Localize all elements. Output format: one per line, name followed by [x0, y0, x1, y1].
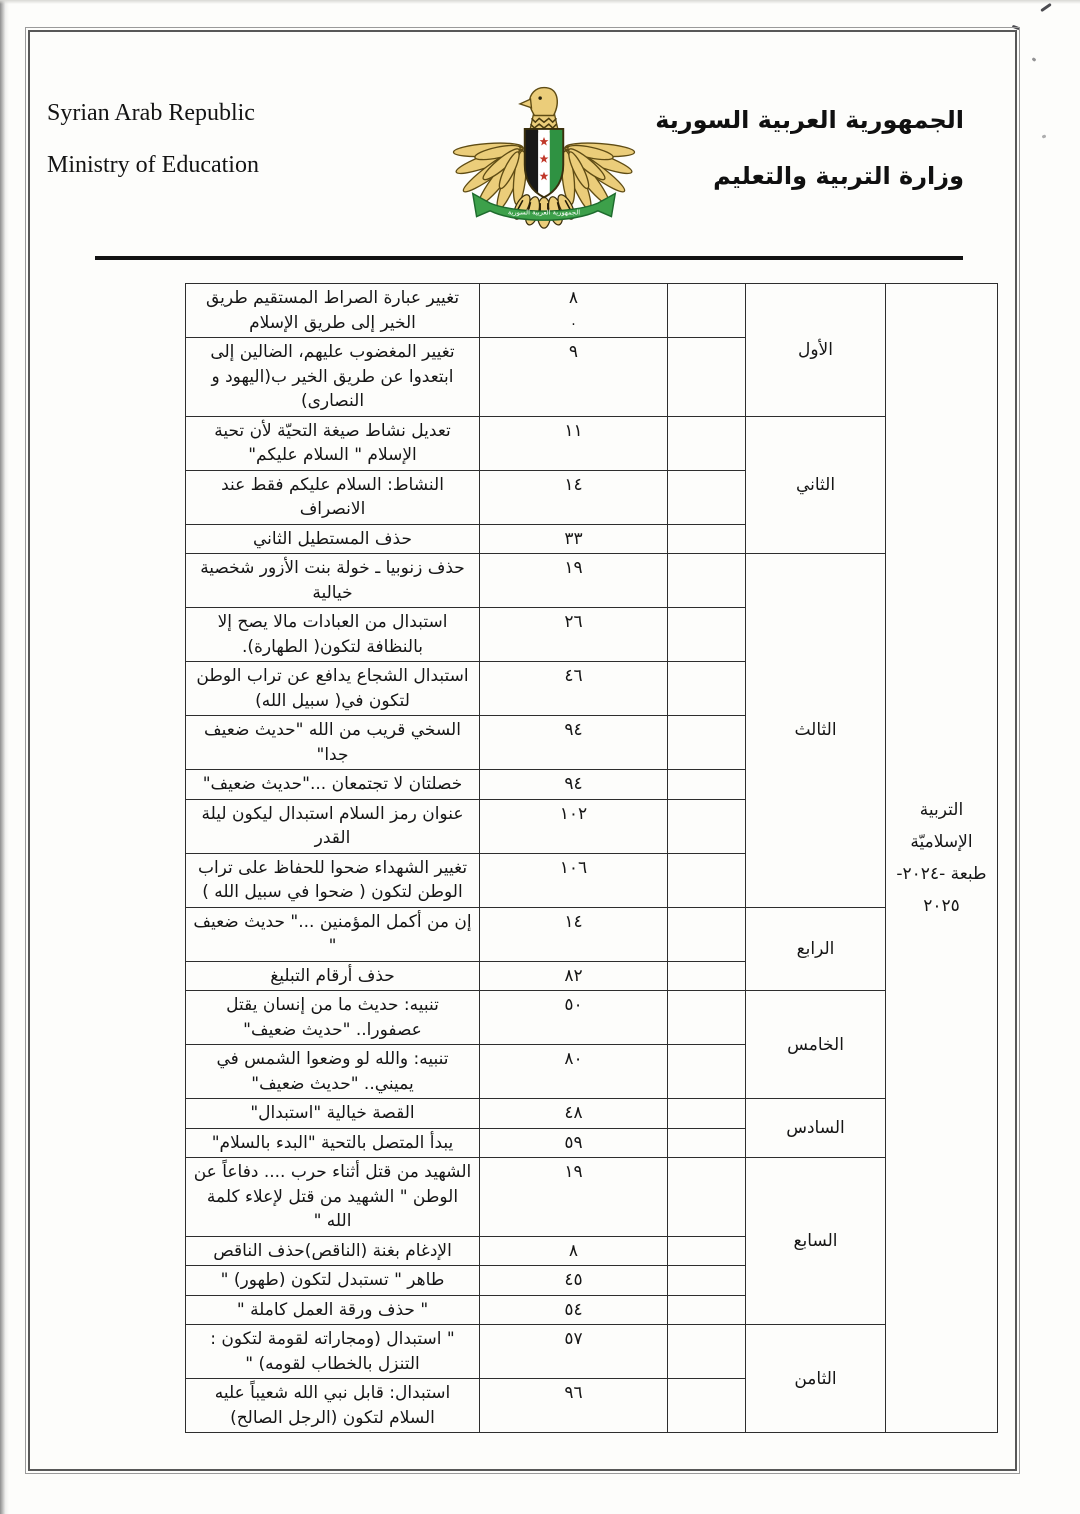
empty-cell — [668, 554, 746, 608]
change-description-cell: استبدال الشجاع يدافع عن تراب الوطن لتكون في( سبيل الله) — [186, 662, 480, 716]
book-title-line: ٢٠٢٥ — [923, 896, 960, 916]
empty-cell — [668, 1045, 746, 1099]
empty-cell — [668, 1295, 746, 1325]
change-description-cell: تنبيه: حديث ما من إنسان يقتل عصفورا.. "حديث ضعيف" — [186, 991, 480, 1045]
header-arabic — [655, 92, 964, 204]
empty-cell — [668, 338, 746, 417]
change-description-cell: تغيير عبارة الصراط المستقيم طريق الخير إلى طريق الإسلام — [186, 284, 480, 338]
empty-cell — [668, 416, 746, 470]
textbook-changes-table — [185, 283, 998, 1433]
table-row — [186, 907, 998, 961]
page-number-cell: ٨ — [480, 1236, 668, 1266]
page-number-cell: ١٠٦ — [480, 853, 668, 907]
header-english-country: Syrian Arab Republic — [47, 100, 255, 126]
empty-cell — [668, 284, 746, 338]
page-number-cell: ٥٤ — [480, 1295, 668, 1325]
page-number-cell: ٩٤ — [480, 770, 668, 800]
change-description-cell: إن من أكمل المؤمنين ..." حديث ضعيف " — [186, 907, 480, 961]
table-row — [186, 554, 998, 608]
pen-mark — [1032, 57, 1037, 62]
change-description-cell: استبدال من العبادات مالا يصح إلا بالنظافة لتكون( الطهارة). — [186, 608, 480, 662]
page-number-cell: ٥٩ — [480, 1128, 668, 1158]
empty-cell — [668, 1128, 746, 1158]
empty-cell — [668, 853, 746, 907]
page-number-cell: ٤٦ — [480, 662, 668, 716]
table-row — [186, 1099, 998, 1129]
unit-cell: السادس — [746, 1099, 886, 1158]
page-number-cell: ٩ — [480, 338, 668, 417]
empty-cell — [668, 1379, 746, 1433]
empty-cell — [668, 991, 746, 1045]
table-row — [186, 1325, 998, 1379]
change-description-cell: حذف أرقام التبليغ — [186, 961, 480, 991]
change-description-cell: حذف زنوبيا ـ خولة بنت الأزور شخصية خيالية — [186, 554, 480, 608]
empty-cell — [668, 770, 746, 800]
empty-cell — [668, 1325, 746, 1379]
page-number-cell: ٨٠ — [480, 1045, 668, 1099]
change-description-cell: خصلتان لا تجتمعان ..."حديث ضعيف" — [186, 770, 480, 800]
book-title-cell — [886, 284, 998, 1433]
page-number-cell: ٤٨ — [480, 1099, 668, 1129]
unit-cell: الخامس — [746, 991, 886, 1099]
page-number-cell: ٥٠ — [480, 991, 668, 1045]
change-description-cell: حذف المستطيل الثاني — [186, 524, 480, 554]
change-description-cell: عنوان رمز السلام استبدال ليكون ليلة القدر — [186, 799, 480, 853]
table-row — [186, 1158, 998, 1237]
change-description-cell: " حذف ورقة العمل كاملة " — [186, 1295, 480, 1325]
book-title-line: التربية — [919, 800, 964, 820]
header-divider-rule — [95, 256, 963, 260]
book-title-line: طبعة -٢٠٢٤- — [896, 864, 987, 884]
unit-cell: الرابع — [746, 907, 886, 991]
change-description-cell: تنبيه: والله لو وضعوا الشمس في يميني.. "حديث ضعيف" — [186, 1045, 480, 1099]
unit-cell: الأول — [746, 284, 886, 417]
change-description-cell: القصة خيالية "استبدال" — [186, 1099, 480, 1129]
change-description-cell: تغيير المغضوب عليهم، الضالين إلى ابتعدوا عن طريق الخير ب(اليهود و النصارى) — [186, 338, 480, 417]
pen-mark — [1042, 134, 1047, 138]
empty-cell — [668, 470, 746, 524]
unit-cell: الثامن — [746, 1325, 886, 1433]
page-number-cell: ٤٥ — [480, 1266, 668, 1296]
table-row — [186, 284, 998, 338]
change-description-cell: الشهيد من قتل أثناء حرب .... دفاعاً عن الوطن " الشهيد من قتل لإعلاء كلمة الله " — [186, 1158, 480, 1237]
empty-cell — [668, 1158, 746, 1237]
header-arabic-country: الجمهورية العربية السورية — [655, 106, 964, 134]
page-note: . — [571, 313, 576, 329]
header-arabic-ministry: وزارة التربية والتعليم — [713, 162, 964, 190]
empty-cell — [668, 961, 746, 991]
book-title-line: الإسلاميّة — [910, 832, 973, 852]
syrian-eagle-emblem-icon — [447, 76, 641, 232]
change-description-cell: يبدأ المتصل بالتحية "البدء بالسلام" — [186, 1128, 480, 1158]
empty-cell — [668, 1236, 746, 1266]
unit-cell: الثالث — [746, 554, 886, 908]
page-number-cell: ٩٤ — [480, 716, 668, 770]
change-description-cell: " استبدال (ومجاراته لقومة لتكون : التنزل بالخطاب لقومه) " — [186, 1325, 480, 1379]
page-number-cell: ١١ — [480, 416, 668, 470]
page-number-cell: ١٠٢ — [480, 799, 668, 853]
change-description-cell: استبدال: قابل نبي الله شعيباً عليه السلام لتكون (الرجل الصالح) — [186, 1379, 480, 1433]
empty-cell — [668, 524, 746, 554]
empty-cell — [668, 1266, 746, 1296]
page-number-cell: ٢٦ — [480, 608, 668, 662]
page-number-cell: ٨٢ — [480, 961, 668, 991]
pen-mark — [1040, 3, 1052, 12]
page-number-cell: ١٩ — [480, 554, 668, 608]
page-number-cell: ٨ . — [480, 284, 668, 338]
empty-cell — [668, 799, 746, 853]
unit-cell: الثاني — [746, 416, 886, 554]
changes-table-body — [186, 284, 998, 1433]
scan-edge-shadow-top — [0, 0, 1080, 4]
page-number-cell: ١٤ — [480, 907, 668, 961]
change-description-cell: الإدغام بغنة (الناقص)حذف الناقص — [186, 1236, 480, 1266]
empty-cell — [668, 608, 746, 662]
change-description-cell: طاهر " تستبدل لتكون (طهور) " — [186, 1266, 480, 1296]
empty-cell — [668, 716, 746, 770]
table-row — [186, 416, 998, 470]
page-number-cell: ١٤ — [480, 470, 668, 524]
scan-edge-shadow-left — [0, 0, 9, 1514]
emblem-banner-text: الجمهورية العربية السورية — [507, 208, 581, 217]
change-description-cell: تعديل نشاط صيغة التحيّة لأن تحية الإسلام " السلام عليكم" — [186, 416, 480, 470]
header-english-ministry: Ministry of Education — [47, 152, 259, 178]
page-number-cell: ١٩ — [480, 1158, 668, 1237]
page-number-cell: ٩٦ — [480, 1379, 668, 1433]
empty-cell — [668, 1099, 746, 1129]
empty-cell — [668, 907, 746, 961]
table-row — [186, 991, 998, 1045]
page-number-cell: ٥٧ — [480, 1325, 668, 1379]
change-description-cell: السخي قريب من الله "حديث ضعيف جدا" — [186, 716, 480, 770]
page-number-cell: ٣٣ — [480, 524, 668, 554]
empty-cell — [668, 662, 746, 716]
change-description-cell: تغيير الشهداء ضحوا للحفاظ على تراب الوطن لتكون ( ضحوا في سبيل الله ) — [186, 853, 480, 907]
unit-cell: السابع — [746, 1158, 886, 1325]
change-description-cell: النشاط: السلام عليكم فقط عند الانصراف — [186, 470, 480, 524]
